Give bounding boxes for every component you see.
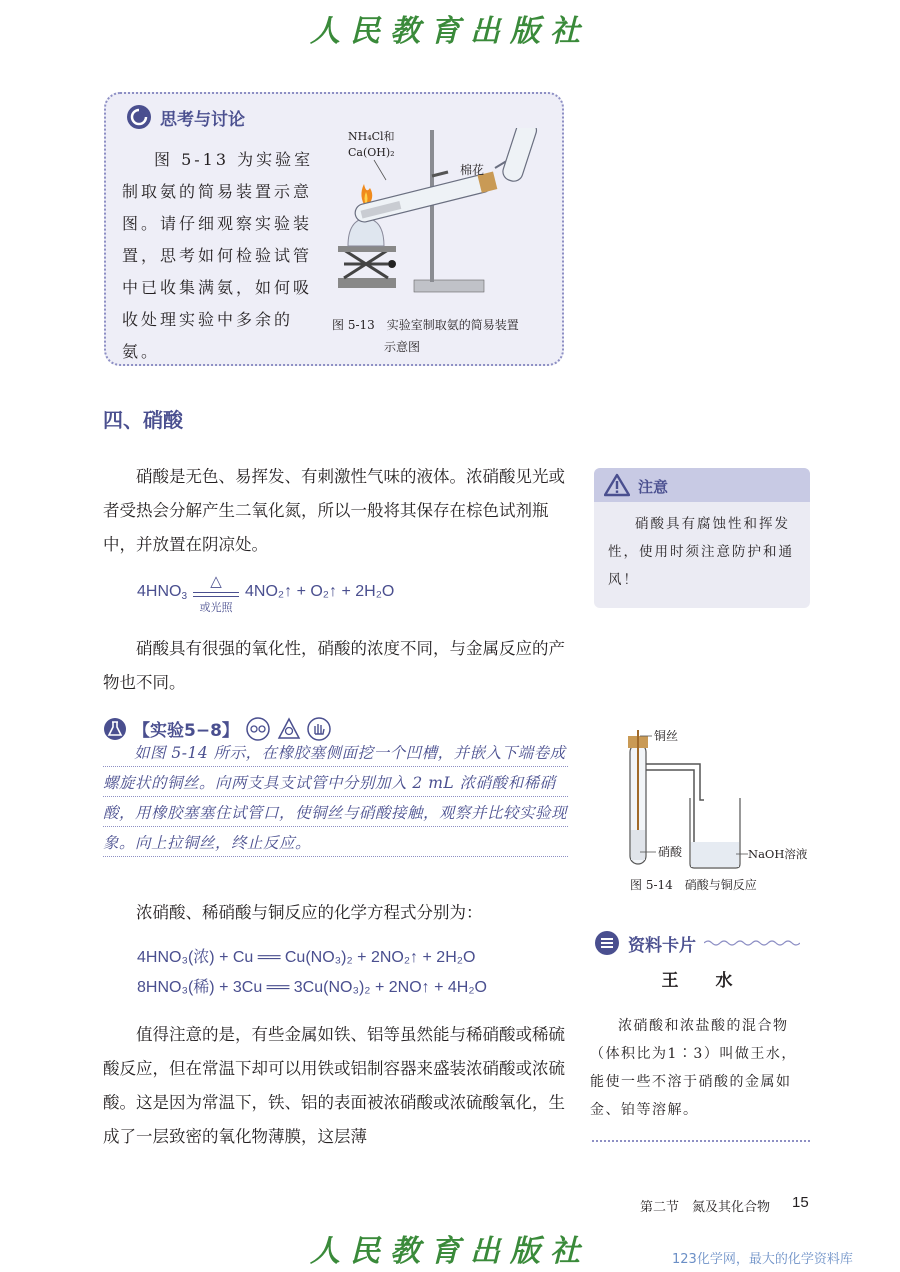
resource-card-subtitle: 王 水: [661, 971, 743, 991]
note-title: 注意: [638, 478, 669, 496]
eq1-above: △: [210, 573, 222, 590]
note-text: 硝酸具有腐蚀性和挥发性，使用时须注意防护和通风！: [608, 516, 794, 588]
eq1-below: 或光照: [199, 601, 233, 614]
label-nitric-acid: 硝酸: [658, 845, 683, 859]
publisher-logo-top: 人民教育出版社: [310, 14, 590, 49]
label-cotton: 棉花: [460, 163, 485, 177]
resource-card-header: [594, 930, 800, 956]
footer-section: 第二节 氮及其化合物: [640, 1200, 771, 1215]
paragraph-1: 硝酸是无色、易挥发、有刺激性气味的液体。浓硝酸见光或者受热会分解产生二氧化氮，所以一般将其保存在棕色试剂瓶中，并放置在阴凉处。: [103, 467, 565, 554]
paragraph-4: 值得注意的是，有些金属如铁、铝等虽然能与稀硝酸或稀硫酸反应，但在常温下却可以用铁或铝制容器来盛装浓硝酸或浓硫酸。这是因为常温下，铁、铝的表面被浓硝酸或浓硫酸氧化，生成了一层致密的氧化物薄膜，这层薄: [103, 1025, 565, 1146]
fig-5-14-caption: 图 5-14 硝酸与铜反应: [630, 878, 757, 892]
watermark: 123化学网，最大的化学资料库: [672, 1252, 853, 1267]
think-discuss-box: [104, 92, 564, 366]
ammonia-apparatus-figure: [330, 128, 560, 308]
paragraph-3: 浓硝酸、稀硝酸与铜反应的化学方程式分别为：: [136, 903, 483, 922]
label-reagent-2: Ca(OH)₂: [348, 146, 395, 159]
eq1-sub: 3: [181, 590, 188, 602]
publisher-logo-bottom: 人民教育出版社: [310, 1234, 590, 1269]
hand-protection-icon: [307, 717, 331, 741]
label-naoh: NaOH溶液: [748, 847, 808, 861]
wave-divider: [704, 938, 800, 948]
fig-5-13-caption-2: 示意图: [384, 340, 421, 354]
page-number: 15: [792, 1194, 809, 1211]
corrosive-icon: [277, 717, 301, 741]
experiment-title: 【实验5−8】: [133, 721, 239, 741]
equation-concentrated: 4HNO₃(浓) + Cu ══ Cu(NO₃)₂ + 2NO₂↑ + 2H₂O: [137, 949, 476, 966]
fig-5-13-caption-1: 图 5-13 实验室制取氨的简易装置: [332, 318, 519, 332]
think-title: 思考与讨论: [160, 109, 245, 130]
think-header: [126, 104, 245, 130]
book-icon: [594, 930, 620, 956]
eq1-right: 4NO₂↑ + O₂↑ + 2H₂O: [245, 583, 395, 600]
think-text: 图 5-13 为实验室制取氨的简易装置示意图。请仔细观察实验装置，思考如何检验试管中已收集满氨，如何吸收处理实验中多余的氨。: [122, 150, 314, 361]
resource-card-text: 浓硝酸和浓盐酸的混合物（体积比为1∶3）叫做王水，能使一些不溶于硝酸的金属如金、铂等溶解。: [590, 1018, 797, 1118]
note-box: [594, 468, 810, 608]
eq1-condition-arrow: [191, 572, 241, 612]
copper-nitric-acid-figure: [600, 730, 820, 880]
discussion-icon: [126, 104, 152, 130]
note-header: [594, 468, 810, 502]
flask-icon: [103, 717, 127, 741]
eq1-left: 4HNO: [137, 583, 182, 600]
label-reagent-1: NH₄Cl和: [348, 130, 395, 143]
warning-icon: [604, 473, 630, 497]
equation-decomposition: [137, 572, 394, 612]
resource-card-title: 资料卡片: [628, 935, 696, 956]
goggles-icon: [245, 717, 271, 741]
section-title: 四、硝酸: [103, 408, 183, 432]
label-copper-wire: 铜丝: [654, 730, 679, 743]
paragraph-2: 硝酸具有很强的氧化性，硝酸的浓度不同，与金属反应的产物也不同。: [103, 639, 565, 692]
equation-dilute: 8HNO₃(稀) + 3Cu ══ 3Cu(NO₃)₂ + 2NO↑ + 4H₂O: [137, 979, 487, 996]
experiment-text: 如图 5-14 所示，在橡胶塞侧面挖一个凹槽，并嵌入下端卷成螺旋状的铜丝。向两支具支试管中分别加入 2 mL 浓硝酸和稀硝酸，用橡胶塞塞住试管口，使铜丝与硝酸接触，观察并比较实验现象。向上拉铜丝，终止反应。: [103, 744, 568, 852]
